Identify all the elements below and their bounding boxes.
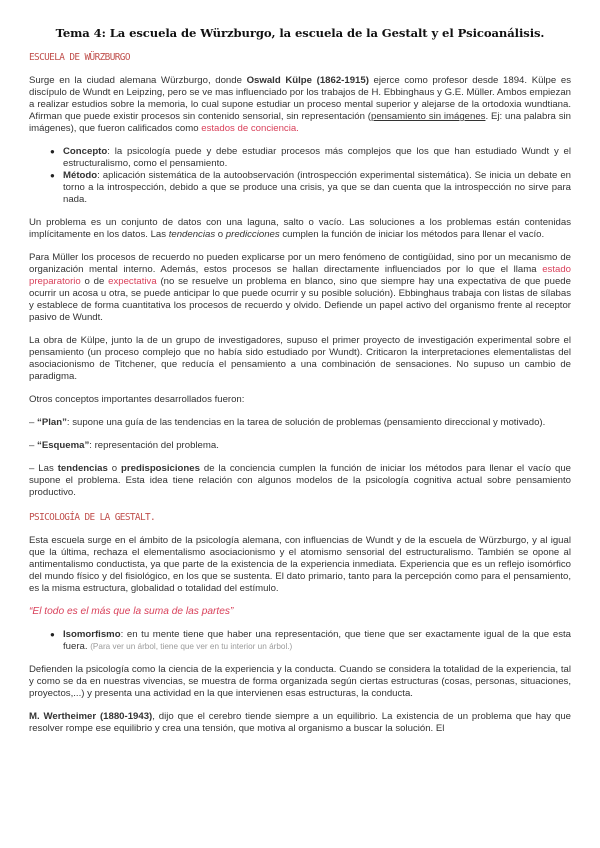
- paragraph-otros-conceptos: Otros conceptos importantes desarrollados fueron:: [29, 394, 245, 405]
- text-span: Un problema es un conjunto de datos con una laguna, salto o vacío. Las soluciones a los problemas están contenidas implícitamente en los datos. Las: [29, 217, 571, 240]
- highlight-term: expectativa: [108, 276, 157, 287]
- highlight-term: estados de conciencia.: [201, 123, 299, 134]
- dash: –: [29, 440, 38, 451]
- italic-term: tendencias: [168, 229, 216, 240]
- text-span: Para Müller los procesos de recuerdo no pueden explicarse por un mero fenómeno de contigüidad, sino por un mecanismo de organización mental interno. Además, estos procesos se hallan directamente influenciados por lo que el llama: [29, 252, 571, 275]
- section-heading-wurzburgo: ESCUELA DE WÜRZBURGO: [29, 52, 130, 63]
- paragraph-wertheimer: [29, 711, 571, 735]
- text-span: . Ej: una palabra sin imágenes), que fueron calificados como: [29, 111, 571, 134]
- bullet-list-wurzburgo: [29, 146, 571, 206]
- bullet-text: : en tu mente tiene que haber una representación, que tiene que ser exactamente igual de la que esta fuera.: [63, 629, 571, 652]
- bullet-term: Concepto: [63, 146, 108, 157]
- text-span: o de: [80, 276, 109, 287]
- bullet-term: Isomorfismo: [63, 629, 121, 640]
- text-span: cumplen la función de iniciar los métodos para llenar el vacío.: [279, 229, 545, 240]
- underlined-term: pensamiento sin imágenes: [371, 111, 486, 122]
- text-span: ejerce como profesor desde 1894. Külpe es discípulo de Wundt en Leipzing, pero se ve mas influenciado por los trabajos de H. Ebbinghaus y G.E. Müller. Ambos empiezan a realizar estudios sobre la memoria, lo cual supone estudiar un proceso mental superior y alejarse de la ortodoxia wundtiana. Afirman que puede existir procesos sin contenido sensorial, sin representación (: [29, 75, 572, 122]
- dash-text: o: [107, 463, 122, 474]
- dash: –: [29, 417, 38, 428]
- paragraph-kulpe-obra: La obra de Külpe, junto la de un grupo de investigadores, supuso el primer proyecto de investigación experimental sobre el pensamiento (un proceso complejo que no había sido estudiado por Wundt). Criticaron la interpretaciones elementalistas del asociacionismo de Titchener, que reducía el pensamiento a una combinación de sensaciones. No supuso un cambio de paradigma.: [29, 335, 571, 382]
- italic-term: predicciones: [225, 229, 280, 240]
- list-item: [50, 170, 571, 206]
- bullet-text: : aplicación sistemática de la autoobservación (introspección experimental sistemática). Se inicia un debate en torno a la introspección, debido a que se produce una crisis, ya que se dan cuenta que la introspección no sirve para nada.: [63, 170, 571, 205]
- list-item: [50, 629, 571, 653]
- highlight-term: estado preparatorio: [29, 264, 571, 287]
- dash-item-plan: [29, 417, 571, 429]
- text-span: o: [215, 229, 226, 240]
- dash: – Las: [29, 463, 58, 474]
- bullet-note: (Para ver un árbol, tiene que ver en tu interior un árbol.): [90, 642, 293, 651]
- paragraph-gestalt-ciencia: Defienden la psicología como la ciencia de la experiencia y la conducta. Cuando se considera la totalidad de la experiencia, tal y como se da en nuestras vivencias, se muestra de forma organizada según ciertas estructuras (cosas, personas, situaciones, proyectos,...) y presenta una actividad en la que intervienen esas estructuras, la conducta.: [29, 664, 571, 699]
- paragraph-muller: [29, 252, 571, 324]
- dash-term: tendencias: [57, 463, 108, 474]
- dash-term: “Esquema”: [37, 440, 90, 451]
- dash-term: predisposiciones: [121, 463, 200, 474]
- person-name: M. Wertheimer (1880-1943): [29, 711, 153, 722]
- dash-term: “Plan”: [37, 417, 67, 428]
- dash-text: : supone una guía de las tendencias en la tarea de solución de problemas (pensamiento direccional y motivado).: [66, 417, 546, 428]
- paragraph-wurzburgo-intro: [29, 75, 571, 135]
- dash-item-tendencias: [29, 463, 571, 499]
- bullet-term: Método: [63, 170, 98, 181]
- gestalt-quote: “El todo es el más que la suma de las partes”: [29, 606, 234, 617]
- list-item: [50, 146, 571, 170]
- dash-item-esquema: [29, 440, 571, 452]
- person-name: Oswald Külpe (1862-1915): [246, 75, 369, 86]
- bullet-list-gestalt: [29, 629, 571, 653]
- dash-text: : representación del problema.: [89, 440, 219, 451]
- text-span: , dijo que el cerebro tiende siempre a un equilibrio. La existencia de un problema que hay que resolver rompe ese equilibrio y crea una tensión, que motiva al organismo a buscar la solución. El: [29, 711, 571, 734]
- document-title: Tema 4: La escuela de Würzburgo, la escuela de la Gestalt y el Psicoanálisis.: [55, 26, 545, 40]
- section-heading-gestalt: PSICOLOGÍA DE LA GESTALT.: [29, 512, 156, 523]
- paragraph-problema: [29, 217, 571, 241]
- text-span: (no se resuelve un problema en blanco, sino que siempre hay una expectativa de que puede ocurrir un acosa u otra, se puede anticipar lo que puede ocurrir y su posible solución). Ebbinghaus trabaja con listas de sílabas y establece de forma cuantitativa los procesos de recuerdo y olvido. Defiende un papel activo del organismo frente al receptor pasivo de Wundt.: [29, 276, 571, 323]
- text-span: Surge en la ciudad alemana Würzburgo, donde: [29, 75, 247, 86]
- dash-text: de la conciencia cumplen la función de iniciar los métodos para llenar el vacío que supone el problema. Esta idea tiene relación con algunos modelos de la psicología cognitiva actual sobre pensamiento productivo.: [29, 463, 571, 498]
- bullet-text: : la psicología puede y debe estudiar procesos más complejos que los que han estudiado Wundt y el estructuralismo, como el pensamiento.: [63, 146, 571, 169]
- paragraph-gestalt-intro: Esta escuela surge en el ámbito de la psicología alemana, con influencias de Wundt y de la escuela de Würzburgo, y al igual que la última, rechaza el elementalismo asociacionismo y el atomismo sensorial del estructuralismo. También se opone al antimentalismo conductista, ya que parte de la existencia de la experiencia inmediata. Experiencia que es un reflejo isomórfico del mundo físico y del fisiológico, en los que se sustenta. El dato primario, tanto para la percepción como para el pensamiento, es la misma estructura, globalidad o totalidad del estímulo.: [29, 535, 571, 594]
